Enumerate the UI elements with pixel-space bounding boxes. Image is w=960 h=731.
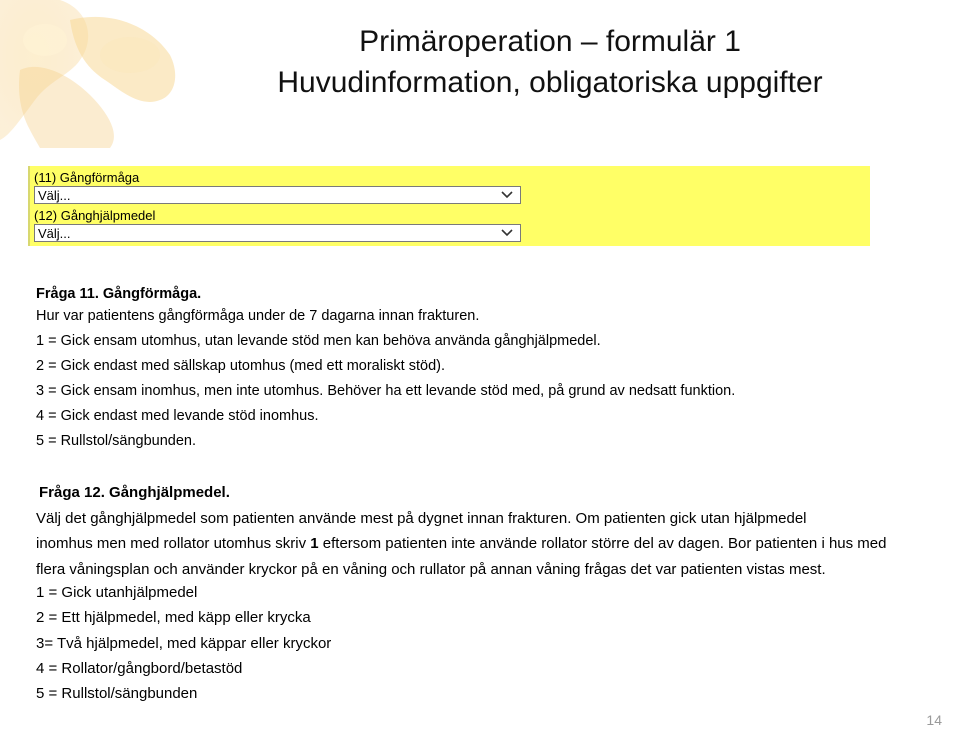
q12-option: 2 = Ett hjälpmedel, med käpp eller krycka (36, 609, 311, 626)
q12-paragraph: Välj det gånghjälpmedel som patienten använde mest på dygnet innan frakturen. Om patienten gick utan hjälpmedel (36, 510, 807, 527)
q12-paragraph: flera våningsplan och använder kryckor på en våning och rullator på annan våning frågas det var patienten vistas mest. (36, 561, 826, 578)
q11-line: 5 = Rullstol/sängbunden. (36, 433, 197, 449)
q12-option: 4 = Rollator/gångbord/betastöd (36, 660, 243, 677)
select-value: Välj... (38, 226, 71, 241)
select-value: Välj... (38, 188, 71, 203)
form-panel (28, 166, 870, 246)
q12-paragraph (36, 534, 886, 554)
page-number: 14 (926, 712, 942, 728)
q12-option: 5 = Rullstol/sängbunden (36, 685, 198, 702)
chevron-down-icon (500, 228, 514, 238)
field-label-ganghjalpmedel: (12) Gånghjälpmedel (34, 208, 156, 223)
q11-line: 4 = Gick endast med levande stöd inomhus. (36, 408, 319, 424)
q11-line: 1 = Gick ensam utomhus, utan levande stöd men kan behöva använda gånghjälpmedel. (36, 333, 601, 349)
q12-heading: Fråga 12. Gånghjälpmedel. (39, 484, 230, 501)
select-gangformaga[interactable] (34, 186, 521, 204)
q12-text: inomhus men med rollator utomhus skriv (36, 535, 311, 552)
field-label-gangformaga: (11) Gångförmåga (34, 170, 140, 185)
q11-heading: Fråga 11. Gångförmåga. (36, 286, 202, 302)
q11-line: 3 = Gick ensam inomhus, men inte utomhus. Behöver ha ett levande stöd med, på grund av nedsatt funktion. (36, 383, 736, 399)
panel-edge (28, 166, 30, 246)
q12-text: eftersom patienten inte använde rollator större del av dagen. Bor patienten i hus med (318, 535, 887, 552)
chevron-down-icon (500, 190, 514, 200)
slide-title-line-1: Primäroperation – formulär 1 (359, 25, 741, 58)
q12-bold-number: 1 (310, 535, 319, 552)
slide-title-line-2: Huvudinformation, obligatoriska uppgifter (277, 66, 823, 99)
select-ganghjalpmedel[interactable] (34, 224, 521, 242)
q12-option: 1 = Gick utanhjälpmedel (36, 584, 198, 601)
q12-option: 3= Två hjälpmedel, med käppar eller kryckor (36, 635, 332, 652)
q11-line: Hur var patientens gångförmåga under de 7 dagarna innan frakturen. (36, 308, 480, 324)
q11-line: 2 = Gick endast med sällskap utomhus (med ett moraliskt stöd). (36, 358, 445, 374)
